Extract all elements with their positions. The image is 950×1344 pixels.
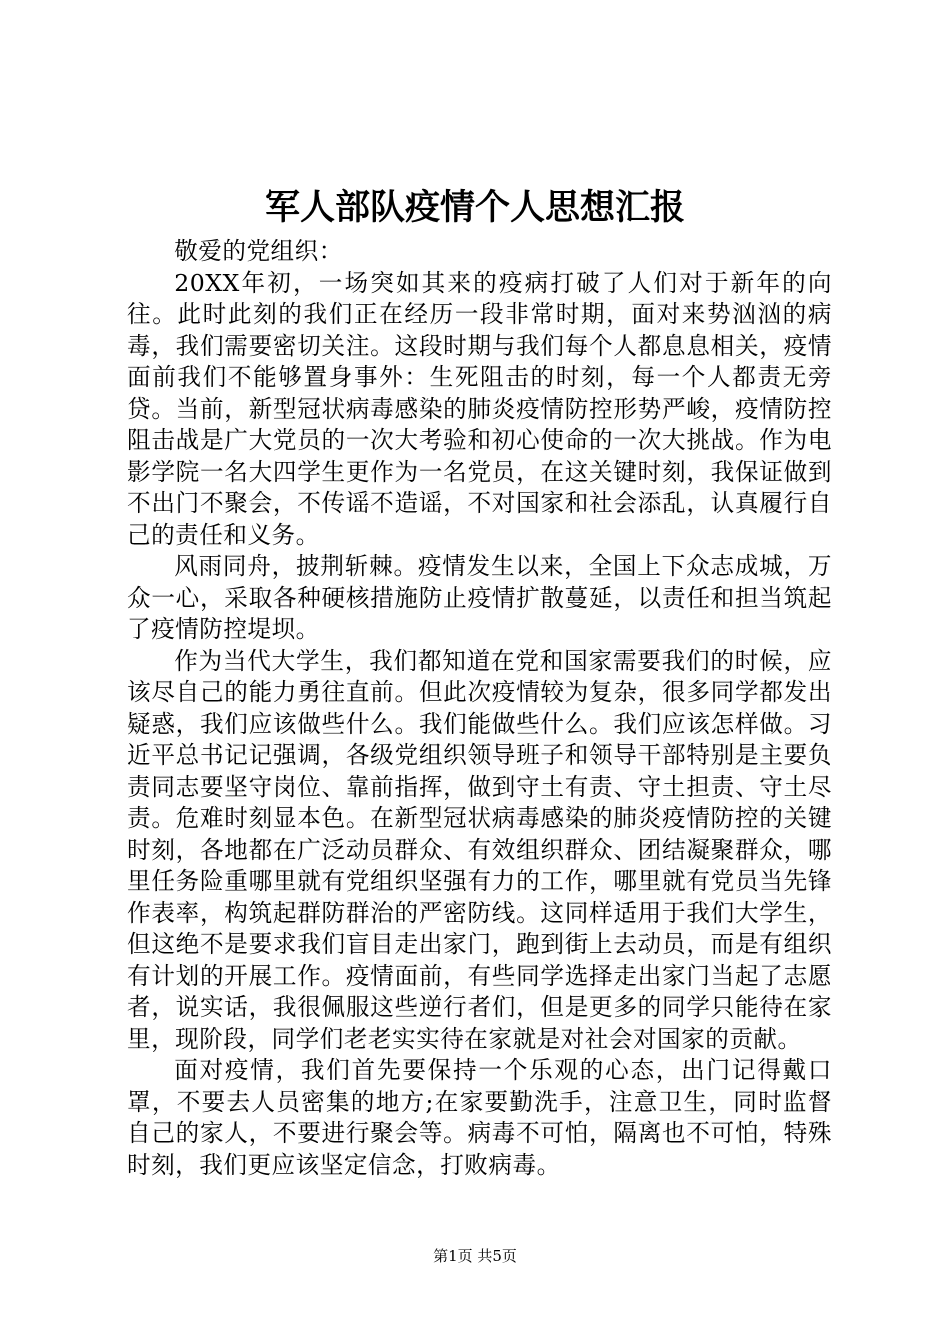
salutation: 敬爱的党组织： [174, 237, 343, 265]
document-title: 军人部队疫情个人思想汇报 [264, 187, 685, 228]
paragraph-3: 作为当代大学生，我们都知道在党和国家需要我们的时候，应该尽自己的能力勇往直前。但此次疫情较为复杂，很多同学都发出疑惑，我们应该做些什么。我们能做些什么。我们应该怎样做。习近平总书记记强调，各级党组织领导班子和领导干部特别是主要负责同志要坚守岗位、靠前指挥，做到守土有责、守土担责、守土尽责。危难时刻显本色。在新型冠状病毒感染的肺炎疫情防控的关键时刻，各地都在广泛动员群众、有效组织群众、团结凝聚群众，哪里任务险重哪里就有党组织坚强有力的工作，哪里就有党员当先锋作表率，构筑起群防群治的严密防线。这同样适用于我们大学生，但这绝不是要求我们盲目走出家门，跑到街上去动员，而是有组织有计划的开展工作。疫情面前，有些同学选择走出家门当起了志愿者，说实话，我很佩服这些逆行者们，但是更多的同学只能待在家里，现阶段，同学们老老实实待在家就是对社会对国家的贡献。 [127, 646, 832, 1053]
paragraph-1: 20XX年初，一场突如其来的疫病打破了人们对于新年的向往。此时此刻的我们正在经历一段非常时期，面对来势汹汹的病毒，我们需要密切关注。这段时期与我们每个人都息息相关，疫情面前我们不能够置身事外：生死阻击的时刻，每一个人都责无旁贷。当前，新型冠状病毒感染的肺炎疫情防控形势严峻，疫情防控阻击战是广大党员的一次大考验和初心使命的一次大挑战。作为电影学院一名大四学生更作为一名党员，在这关键时刻，我保证做到不出门不聚会，不传谣不造谣，不对国家和社会添乱，认真履行自己的责任和义务。 [127, 268, 832, 549]
paragraph-4: 面对疫情，我们首先要保持一个乐观的心态，出门记得戴口罩，不要去人员密集的地方;在家要勤洗手，注意卫生，同时监督自己的家人，不要进行聚会等。病毒不可怕，隔离也不可怕，特殊时刻，我们更应该坚定信念，打败病毒。 [127, 1056, 832, 1179]
page-footer: 第1页 共5页 [433, 1247, 517, 1265]
document-body [127, 236, 832, 1181]
paragraph-2: 风雨同舟，披荆斩棘。疫情发生以来，全国上下众志成城，万众一心，采取各种硬核措施防止疫情扩散蔓延，以责任和担当筑起了疫情防控堤坝。 [127, 552, 832, 643]
